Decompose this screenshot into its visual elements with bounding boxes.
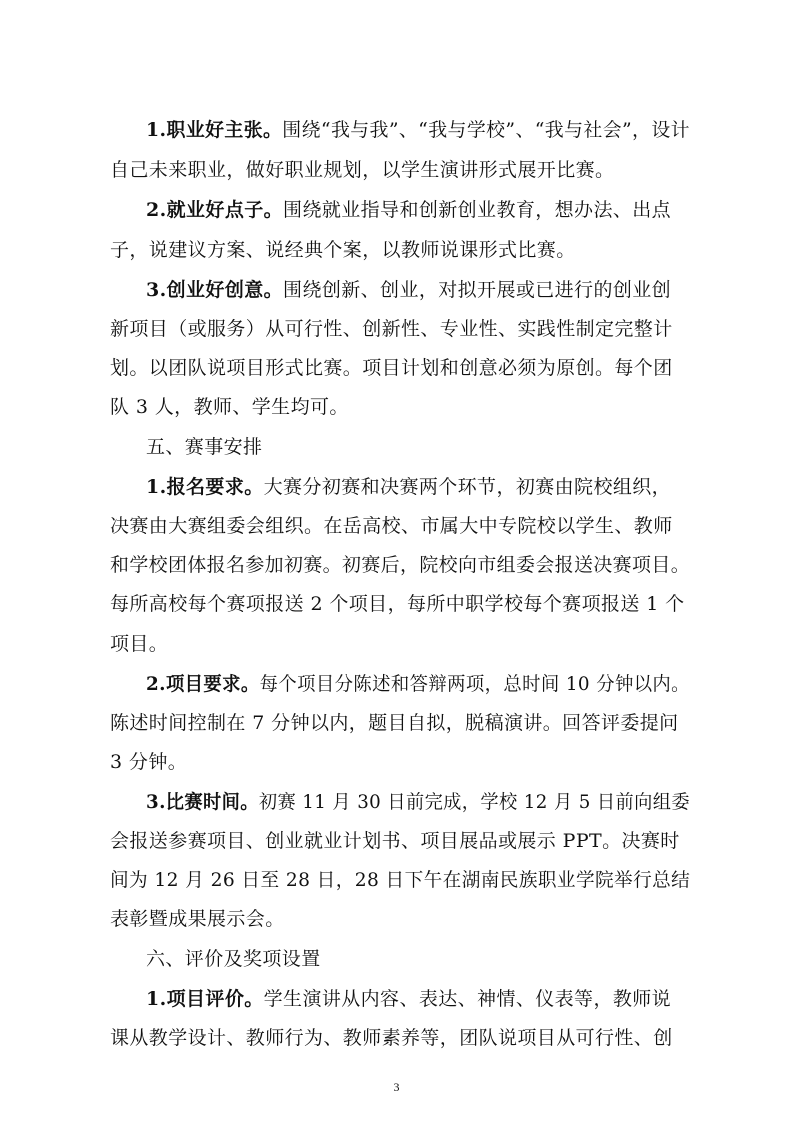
paragraph-line	[146, 788, 690, 816]
paragraph-line	[146, 670, 690, 698]
paragraph-line	[110, 905, 285, 933]
paragraph-text: 陈述时间控制在 7 分钟以内，题目自拟，脱稿演讲。回答评委提问	[110, 712, 679, 734]
paragraph-lead: 2.就业好点子。	[146, 199, 284, 221]
paragraph-text: 表彰暨成果展示会。	[110, 908, 285, 930]
paragraph-text: 和学校团体报名参加初赛。初赛后，院校向市组委会报送决赛项目。	[110, 554, 691, 576]
paragraph-text: 课从教学设计、教师行为、教师素养等，团队说项目从可行性、创	[110, 1027, 673, 1049]
section-heading-text: 五、赛事安排	[146, 436, 263, 458]
paragraph-text: 每个项目分陈述和答辩两项，总时间 10 分钟以内。	[259, 673, 690, 695]
paragraph-line	[110, 551, 690, 579]
paragraph-text: 围绕就业指导和创新创业教育，想办法、出点	[283, 199, 672, 221]
paragraph-text: 划。以团队说项目形式比赛。项目计划和创意必须为原创。每个团	[110, 357, 673, 379]
paragraph-lead: 2.项目要求。	[146, 673, 260, 695]
page-number: 3	[393, 1080, 400, 1094]
paragraph-line	[110, 393, 349, 421]
paragraph-line	[110, 236, 576, 264]
paragraph-line	[110, 512, 673, 540]
paragraph-line	[110, 315, 673, 343]
paragraph-text: 大赛分初赛和决赛两个环节，初赛由院校组织，	[263, 476, 672, 498]
paragraph-line	[146, 116, 690, 144]
paragraph-line	[146, 985, 671, 1013]
paragraph-text: 初赛 11 月 30 日前完成，学校 12 月 5 日前向组委	[258, 791, 690, 813]
paragraph-lead: 1.报名要求。	[146, 476, 264, 498]
paragraph-text: 子，说建议方案、说经典个案，以教师说课形式比赛。	[110, 239, 576, 261]
paragraph-lead: 3.比赛时间。	[146, 791, 259, 813]
paragraph-text: 间为 12 月 26 日至 28 日，28 日下午在湖南民族职业学院举行总结	[110, 869, 691, 891]
paragraph-text: 3 分钟。	[110, 751, 188, 773]
paragraph-line	[110, 866, 690, 894]
paragraph-text: 会报送参赛项目、创业就业计划书、项目展品或展示 PPT。决赛时	[110, 830, 680, 852]
paragraph-lead: 1.项目评价。	[146, 988, 264, 1010]
section-heading	[146, 433, 262, 461]
paragraph-line	[110, 354, 673, 382]
paragraph-text: 自己未来职业，做好职业规划，以学生演讲形式展开比赛。	[110, 159, 615, 181]
paragraph-text: 每所高校每个赛项报送 2 个项目，每所中职学校每个赛项报送 1 个	[110, 593, 685, 615]
paragraph-line	[110, 748, 187, 776]
paragraph-lead: 1.职业好主张。	[146, 119, 283, 141]
paragraph-text: 项目。	[110, 633, 169, 655]
paragraph-line	[146, 276, 671, 304]
paragraph-line	[110, 590, 685, 618]
paragraph-text: 新项目（或服务）从可行性、创新性、专业性、实践性制定完整计	[110, 318, 673, 340]
paragraph-text: 学生演讲从内容、表达、神情、仪表等，教师说	[263, 988, 672, 1010]
paragraph-line	[146, 196, 671, 224]
paragraph-line	[110, 709, 679, 737]
paragraph-text: 围绕“我与我”、“我与学校”、“我与社会”，设计	[282, 119, 690, 141]
paragraph-line	[110, 630, 168, 658]
paragraph-line	[110, 827, 680, 855]
paragraph-text: 队 3 人，教师、学生均可。	[110, 396, 349, 418]
paragraph-line	[146, 473, 671, 501]
paragraph-lead: 3.创业好创意。	[146, 279, 284, 301]
paragraph-line	[110, 156, 614, 184]
paragraph-line	[110, 1024, 673, 1052]
section-heading	[146, 945, 321, 973]
paragraph-text: 围绕创新、创业，对拟开展或已进行的创业创	[283, 279, 672, 301]
paragraph-text: 决赛由大赛组委会组织。在岳高校、市属大中专院校以学生、教师	[110, 515, 673, 537]
section-heading-text: 六、评价及奖项设置	[146, 948, 321, 970]
